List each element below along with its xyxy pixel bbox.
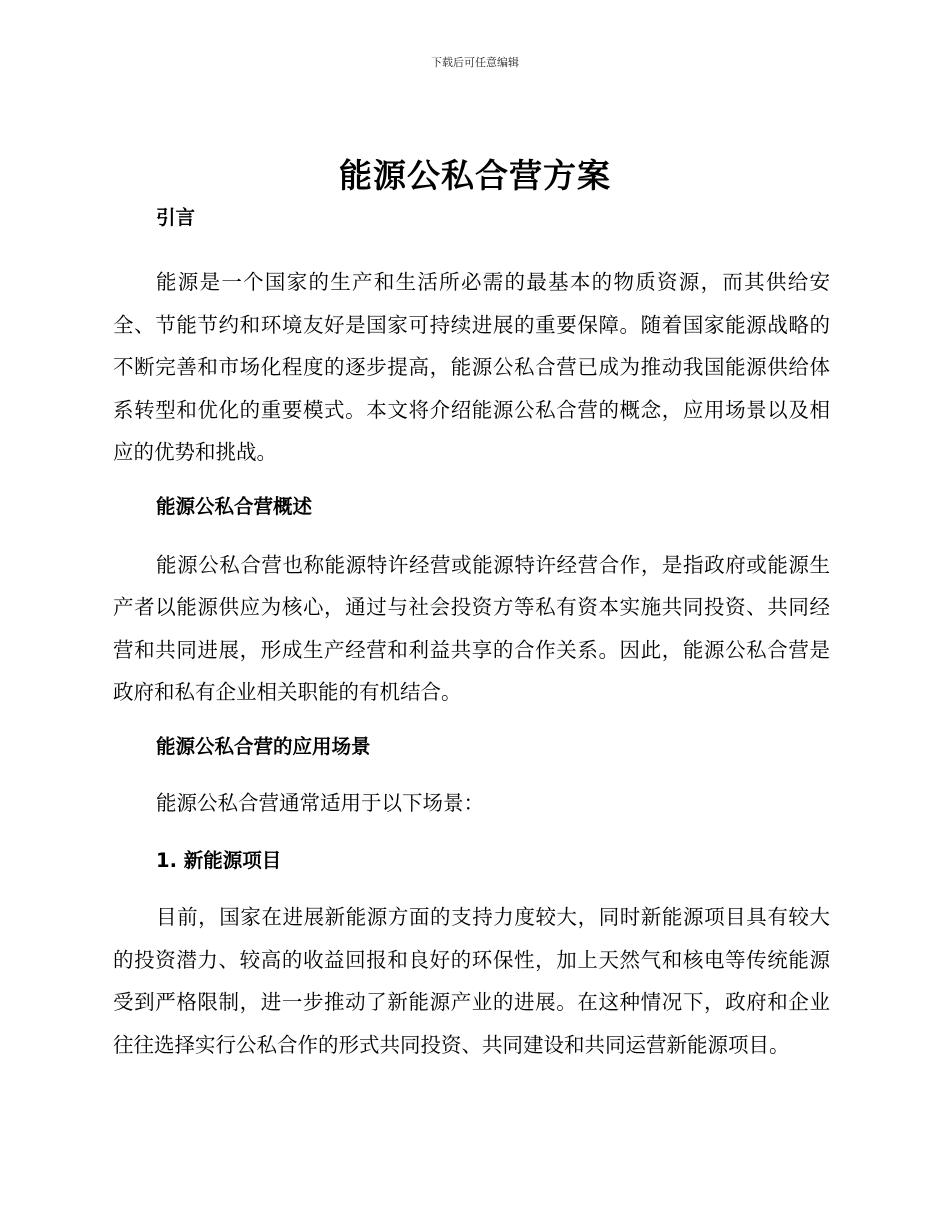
document-title: 能源公私合营方案 [339, 156, 611, 195]
page-header-note: 下载后可任意编辑 [431, 56, 519, 69]
section-heading-new-energy: 1. 新能源项目 [156, 849, 282, 872]
section-heading-intro: 引言 [156, 206, 196, 229]
section-paragraph-overview: 能源公私合营也称能源特许经营或能源特许经营合作，是指政府或能源生产者以能源供应为核心，通过与社会投资方等私有资本实施共同投资、共同经营和共同进展，形成生产经营和利益共享的合作关系。因此，能源公私合营是政府和私有企业相关职能的有机结合。 [113, 552, 830, 704]
section-heading-scenes: 能源公私合营的应用场景 [156, 734, 371, 758]
document-body [113, 203, 830, 1066]
section-paragraph-intro: 能源是一个国家的生产和生活所必需的最基本的物质资源，而其供给安全、节能节约和环境友好是国家可持续进展的重要保障。随着国家能源战略的不断完善和市场化程度的逐步提高，能源公私合营已成为推动我国能源供给体系转型和优化的重要模式。本文将介绍能源公私合营的概念，应用场景以及相应的优势和挑战。 [113, 270, 830, 464]
section-heading-overview: 能源公私合营概述 [156, 494, 313, 518]
section-paragraph-new-energy: 目前，国家在进展新能源方面的支持力度较大，同时新能源项目具有较大的投资潜力、较高的收益回报和良好的环保性，加上天然气和核电等传统能源受到严格限制，进一步推动了新能源产业的进展。在这种情况下，政府和企业往往选择实行公私合作的形式共同投资、共同建设和共同运营新能源项目。 [113, 905, 830, 1057]
section-paragraph-scenes: 能源公私合营通常适用于以下场景： [156, 790, 484, 815]
